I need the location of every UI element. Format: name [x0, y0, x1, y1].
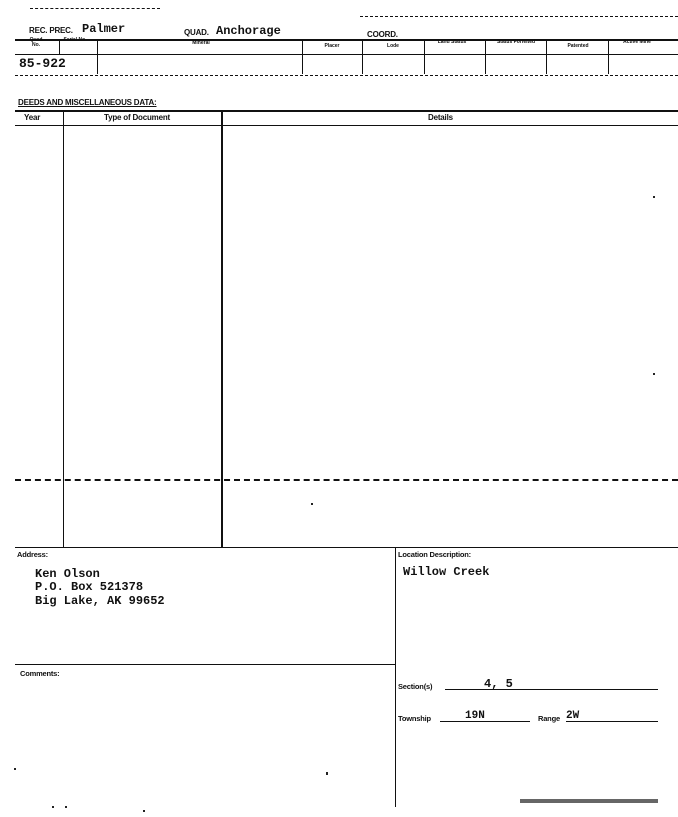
deeds-dashed-rule: [15, 479, 678, 481]
coord-label: COORD.: [367, 30, 398, 39]
comments-label: Comments:: [20, 669, 60, 678]
scan-smudge: [520, 799, 658, 803]
header-divider: [302, 40, 303, 74]
header-divider: [485, 40, 486, 74]
comments-top-rule: [15, 664, 395, 665]
header-divider: [97, 40, 98, 74]
col-placer: Placer: [324, 43, 340, 49]
scan-speck: [143, 810, 145, 812]
range-label: Range: [538, 714, 560, 723]
header-divider: [608, 40, 609, 74]
location-value: Willow Creek: [403, 565, 490, 579]
col-lode: Lode: [387, 43, 399, 49]
top-dashed-rule-right: [360, 16, 678, 17]
deeds-header-rule: [15, 125, 678, 126]
deeds-title: DEEDS AND MISCELLANEOUS DATA:: [18, 98, 157, 107]
scan-speck: [52, 806, 54, 808]
lower-center-divider: [395, 547, 396, 807]
scan-speck: [326, 772, 328, 775]
lower-top-rule: [15, 547, 678, 548]
col-type-of-document: Type of Document: [104, 113, 170, 122]
top-dashed-rule: [30, 8, 160, 9]
col-status-forfeited: Status Forfeited: [496, 39, 536, 45]
address-line-3: Big Lake, AK 99652: [35, 594, 165, 608]
col-quad-no: Quad No.: [29, 37, 43, 48]
col-land-status: Land Status: [437, 39, 467, 45]
col-details: Details: [428, 113, 453, 122]
header-bottom-dashed: [15, 75, 678, 76]
location-label: Location Description:: [398, 550, 471, 559]
township-label: Township: [398, 714, 431, 723]
quad-label: QUAD.: [184, 28, 209, 37]
township-value: 19N: [465, 710, 485, 722]
header-divider: [59, 40, 60, 54]
deeds-divider-year: [63, 110, 64, 547]
address-line-1: Ken Olson: [35, 567, 100, 581]
sections-value: 4, 5: [484, 677, 513, 691]
address-label: Address:: [17, 550, 48, 559]
deeds-top-rule: [15, 110, 678, 112]
col-active-mine: Active Mine: [623, 39, 651, 45]
scan-speck: [14, 768, 16, 770]
range-line: [566, 721, 658, 722]
sections-line: [445, 689, 658, 690]
col-mineral: Mineral: [192, 40, 210, 46]
header-divider: [546, 40, 547, 74]
col-year: Year: [24, 113, 41, 122]
col-patented: Patented: [567, 43, 589, 49]
scan-speck: [653, 373, 655, 375]
rec-prec-value: Palmer: [82, 22, 126, 36]
range-value: 2W: [566, 710, 580, 722]
quad-value: Anchorage: [216, 24, 281, 38]
header-mid-rule: [15, 54, 678, 55]
deeds-divider-type: [221, 110, 223, 547]
address-line-2: P.O. Box 521378: [35, 580, 144, 594]
scan-speck: [653, 196, 655, 198]
scan-speck: [65, 806, 67, 808]
header-divider: [424, 40, 425, 74]
scan-speck: [311, 503, 313, 505]
sections-label: Section(s): [398, 682, 433, 691]
header-divider: [362, 40, 363, 74]
township-line: [440, 721, 530, 722]
rec-prec-label: REC. PREC.: [29, 26, 73, 35]
serial-value: 85-922: [19, 56, 66, 71]
col-serial-no: Serial No.: [63, 37, 87, 43]
